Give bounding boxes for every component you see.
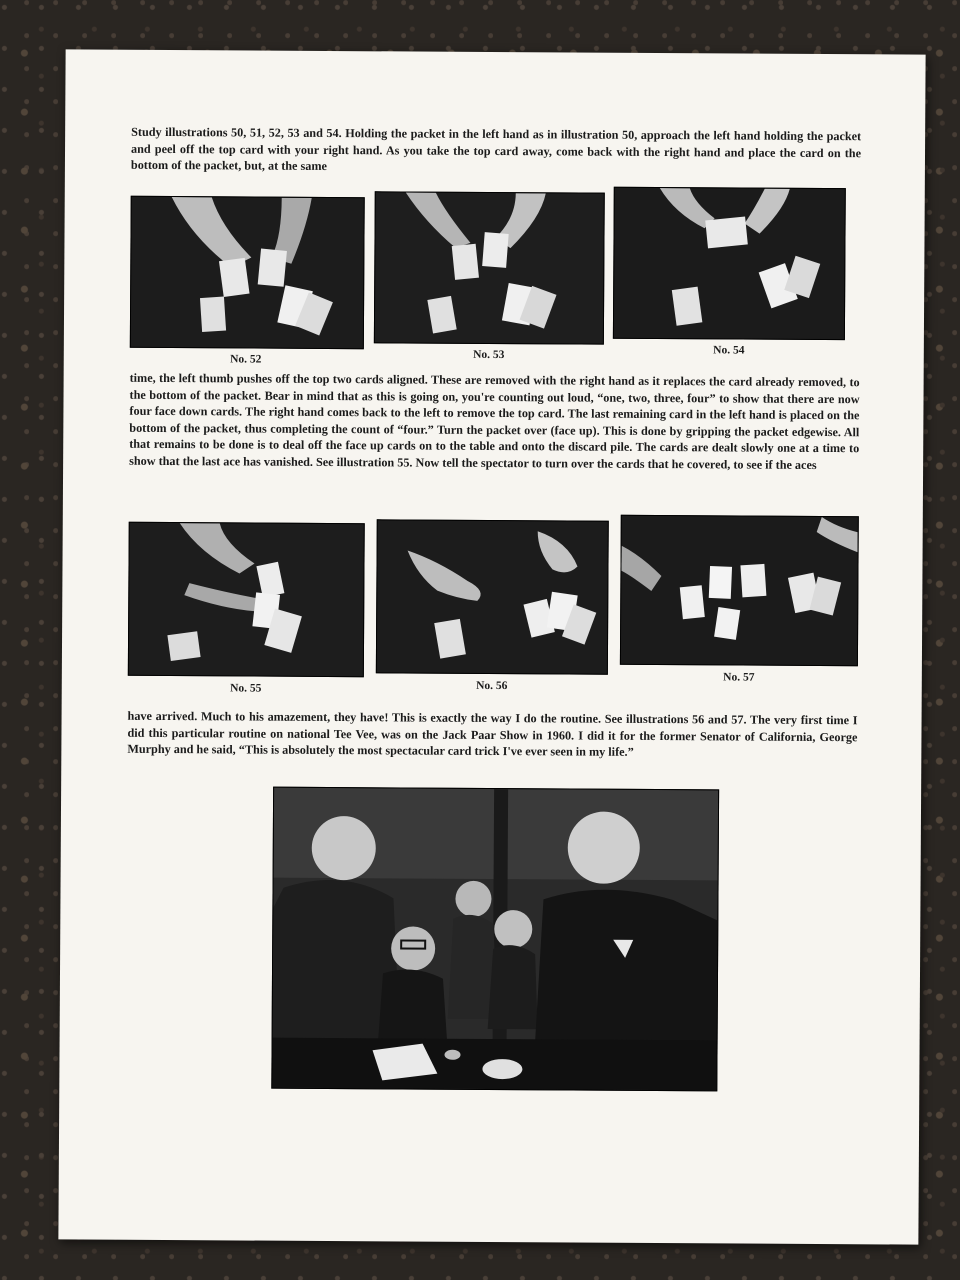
illustration-57-photo xyxy=(620,515,859,666)
booklet-page xyxy=(58,49,925,1244)
illustration-53-photo xyxy=(374,191,605,344)
caption-no-52: No. 52 xyxy=(230,353,262,366)
caption-no-54: No. 54 xyxy=(713,344,745,357)
caption-no-53: No. 53 xyxy=(473,348,505,362)
caption-no-55: No. 55 xyxy=(230,682,262,695)
paragraph-conclusion: have arrived. Much to his amazement, they have! This is exactly the way I do the routine. See illustrations 56 and 57. The very first time I did this particular routine on national Tee Vee, was on the Jack Paar Show in 1960. I did it for the former Senator of California, George Murphy and he said, “This is absolutely the most spectacular card trick I've ever seen in my life.” xyxy=(127,708,858,759)
paragraph-procedure: time, the left thumb pushes off the top two cards aligned. These are removed with the right hand as it replaces the card already removed, to the bottom of the packet. Bear in mind that as this is going on, you're counting out loud, “one, two, three, four” to show that there are now four face down cards. The right hand comes back to the left to remove the top card. The last remaining card in the left hand is placed on the bottom of the packet, thus completing the count of “four.” Turn the packet over (face up). This is done by gripping the packet edgewise. All that remains to be done is to deal off the face up cards on to the table and onto the discard pile. The cards are dealt slowly one at a time to show that the last ace has vanished. See illustration 55. Now tell the spectator to turn over the cards that he covered, to see if the aces xyxy=(129,370,860,472)
caption-no-56: No. 56 xyxy=(476,679,508,693)
jack-paar-show-photo xyxy=(271,787,719,1092)
caption-no-57: No. 57 xyxy=(723,671,755,684)
illustration-55-photo xyxy=(128,522,365,677)
illustration-56-photo xyxy=(376,519,609,674)
illustration-54-photo xyxy=(613,187,846,340)
paragraph-intro: Study illustrations 50, 51, 52, 53 and 54. Holding the packet in the left hand as in illustration 50, approach the left hand holding the packet and peel off the top card with your right hand. As you take the top card away, come back with the right hand and place the card on the bottom of the packet, but, at the same xyxy=(130,124,862,173)
illustration-52-photo xyxy=(130,196,365,349)
